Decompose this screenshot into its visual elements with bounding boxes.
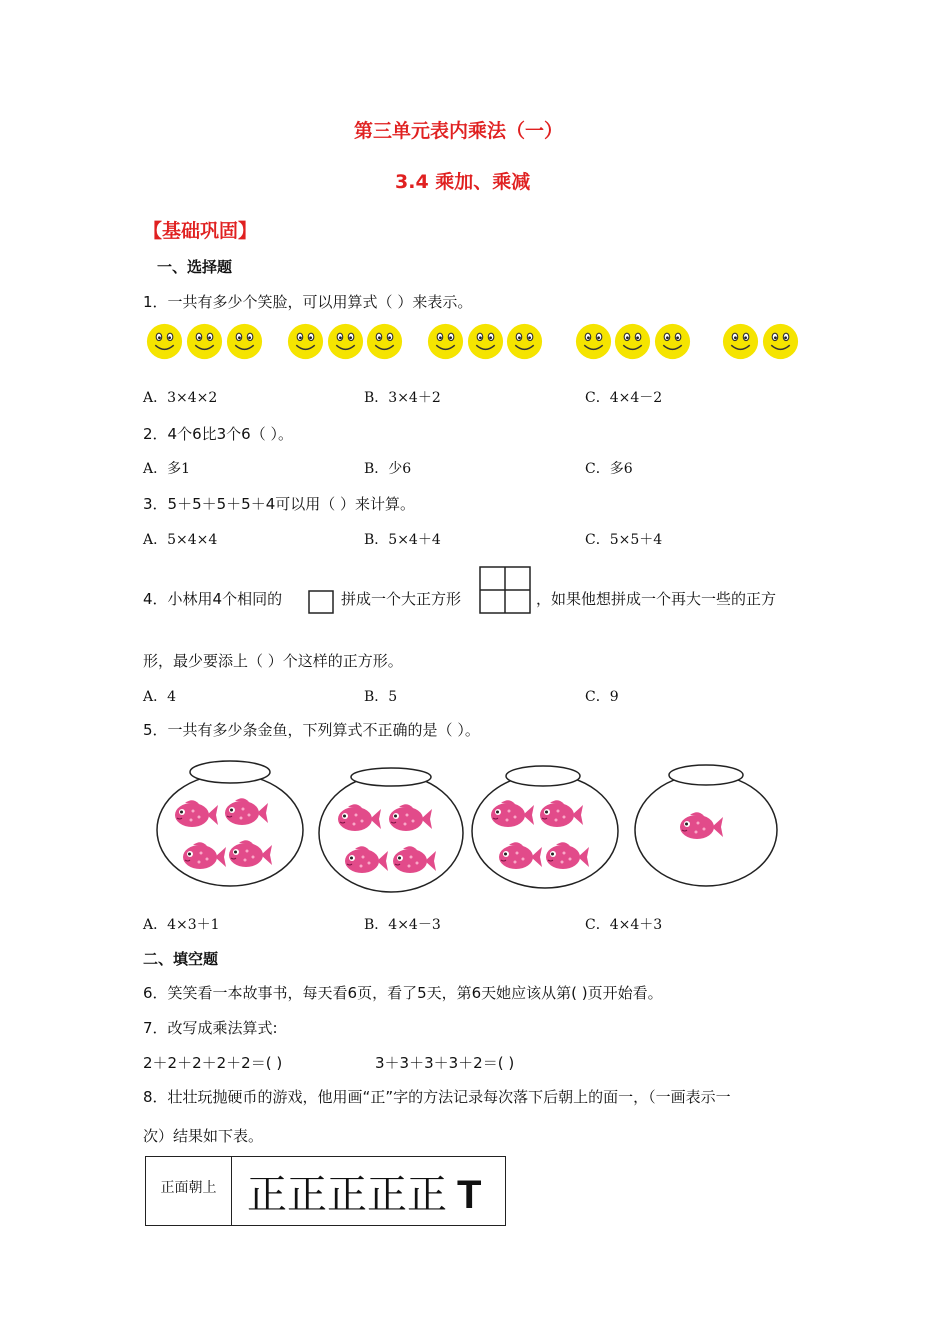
tally-marks: 正正正正正 xyxy=(247,1171,447,1218)
section-heading: 【基础巩固】 xyxy=(143,220,258,242)
goldfish-icon xyxy=(223,795,269,831)
q2-option-a[interactable]: A．多1 xyxy=(143,461,191,477)
q7-equation-2[interactable]: 3＋3＋3＋3＋2＝( ) xyxy=(375,1054,515,1072)
smiley-face-icon xyxy=(467,323,504,360)
q1-option-b[interactable]: B．3×4＋2 xyxy=(364,390,441,406)
table-row xyxy=(146,1157,506,1226)
q3-option-c[interactable]: C．5×5＋4 xyxy=(585,532,663,548)
q4-text-part3: ，如果他想拼成一个再大一些的正方 xyxy=(536,590,777,608)
q4-text-line2: 形，最少要添上（ ）个这样的正方形。 xyxy=(143,652,403,670)
q4-text-part2: 拼成一个大正方形 xyxy=(341,590,462,608)
q1-option-c[interactable]: C．4×4－2 xyxy=(585,390,663,406)
smiley-face-icon xyxy=(226,323,263,360)
q5-option-c[interactable]: C．4×4＋3 xyxy=(585,917,663,933)
smiley-face-icon xyxy=(327,323,364,360)
small-square-icon xyxy=(308,590,334,614)
goldfish-icon xyxy=(538,797,584,833)
goldfish-icon xyxy=(387,801,433,837)
smiley-face-icon xyxy=(287,323,324,360)
tally-table xyxy=(145,1156,506,1226)
goldfish-icon xyxy=(544,839,590,875)
page-title: 第三单元表内乘法（一） xyxy=(354,120,564,142)
q6-text: 6．笑笑看一本故事书，每天看6页，看了5天，第6天她应该从第( )页开始看。 xyxy=(143,984,663,1002)
q7-text: 7．改写成乘法算式: xyxy=(143,1019,278,1037)
smiley-face-icon xyxy=(722,323,759,360)
q7-equation-1[interactable]: 2＋2＋2＋2＋2＝( ) xyxy=(143,1054,283,1072)
goldfish-icon xyxy=(181,839,227,875)
q2-option-b[interactable]: B．少6 xyxy=(364,461,412,477)
q4-option-a[interactable]: A．4 xyxy=(143,689,177,705)
q3-option-a[interactable]: A．5×4×4 xyxy=(143,532,218,548)
smiley-face-icon xyxy=(614,323,651,360)
goldfish-icon xyxy=(336,801,382,837)
goldfish-icon xyxy=(489,797,535,833)
q5-text: 5．一共有多少条金鱼，下列算式不正确的是（ ）。 xyxy=(143,721,480,739)
tally-table-value-cell xyxy=(232,1157,506,1226)
tally-table-label-cell xyxy=(146,1157,232,1226)
q2-text: 2．4个6比3个6（ ）。 xyxy=(143,425,293,443)
goldfish-icon xyxy=(173,797,219,833)
q5-option-b[interactable]: B．4×4－3 xyxy=(364,917,441,933)
goldfish-icon xyxy=(497,839,543,875)
q4-text-part1: 4．小林用4个相同的 xyxy=(143,590,283,608)
q1-text: 1．一共有多少个笑脸，可以用算式（ ）来表示。 xyxy=(143,293,473,311)
q3-text: 3．5＋5＋5＋5＋4可以用（ ）来计算。 xyxy=(143,495,416,513)
tally-table-label: 正面朝上 xyxy=(160,1180,217,1196)
goldfish-icon xyxy=(678,809,724,845)
page-subtitle: 3.4 乘加、乘减 xyxy=(395,171,531,193)
tally-partial-mark: T xyxy=(457,1172,482,1217)
q4-option-c[interactable]: C．9 xyxy=(585,689,619,705)
q4-option-b[interactable]: B．5 xyxy=(364,689,398,705)
q8-text-line1: 8．壮壮玩抛硬币的游戏，他用画“正”字的方法记录每次落下后朝上的面一，（一画表示一 xyxy=(143,1088,731,1106)
part2-heading: 二、填空题 xyxy=(143,950,219,968)
big-square-grid-icon xyxy=(479,566,531,614)
smiley-face-icon xyxy=(186,323,223,360)
smiley-face-icon xyxy=(762,323,799,360)
smiley-face-icon xyxy=(575,323,612,360)
q1-option-a[interactable]: A．3×4×2 xyxy=(143,390,218,406)
smiley-face-icon xyxy=(427,323,464,360)
goldfish-icon xyxy=(343,843,389,879)
smiley-face-icon xyxy=(654,323,691,360)
q3-option-b[interactable]: B．5×4＋4 xyxy=(364,532,441,548)
q5-option-a[interactable]: A．4×3＋1 xyxy=(143,917,220,933)
goldfish-icon xyxy=(227,837,273,873)
q8-text-line2: 次）结果如下表。 xyxy=(143,1127,264,1145)
q2-option-c[interactable]: C．多6 xyxy=(585,461,633,477)
smiley-face-icon xyxy=(506,323,543,360)
smiley-face-icon xyxy=(366,323,403,360)
smiley-face-icon xyxy=(146,323,183,360)
part1-heading: 一、选择题 xyxy=(157,258,233,276)
goldfish-icon xyxy=(391,843,437,879)
